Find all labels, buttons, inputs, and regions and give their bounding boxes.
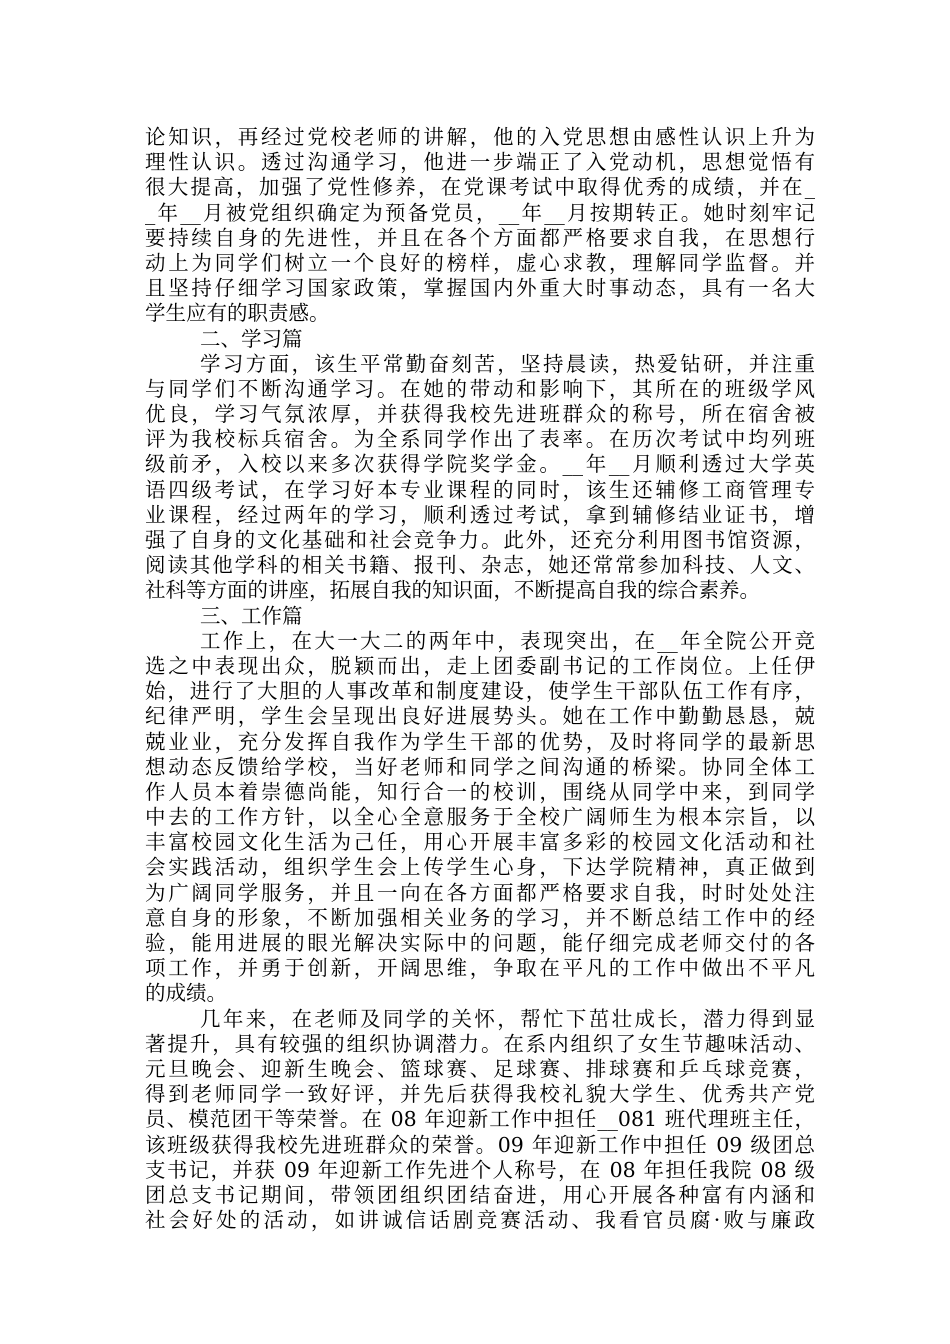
text-line: 与同学们不断沟通学习。在她的带动和影响下，其所在的班级学风 (145, 376, 815, 401)
text-line: 想动态反馈给学校，当好老师和同学之间沟通的桥梁。协同全体工 (145, 754, 815, 779)
text-line: 强了自身的文化基础和社会竞争力。此外，还充分利用图书馆资源， (145, 528, 815, 552)
text-line: 级前矛，入校以来多次获得学院奖学金。__年__月顺利透过大学英 (145, 452, 815, 477)
text-line: 元旦晚会、迎新生晚会、篮球赛、足球赛、排球赛和乒乓球竞赛， (145, 1056, 815, 1081)
text-line: 工作上，在大一大二的两年中，表现突出，在__年全院公开竞 (200, 628, 815, 653)
text-line: 几年来，在老师及同学的关怀，帮忙下茁壮成长，潜力得到显 (200, 1006, 815, 1031)
body-text (145, 125, 815, 1233)
text-line: 评为我校标兵宿舍。为全系同学作出了表率。在历次考试中均列班 (145, 427, 815, 452)
text-line: 很大提高，加强了党性修养，在党课考试中取得优秀的成绩，并在_ (145, 175, 815, 200)
text-line: 员、模范团干等荣誉。在 08 年迎新工作中担任__081 班代理班主任， (145, 1107, 815, 1132)
text-line: 该班级获得我校先进班群众的荣誉。09 年迎新工作中担任 09 级团总 (145, 1132, 815, 1157)
text-line: 意自身的形象，不断加强相关业务的学习，并不断总结工作中的经 (145, 905, 815, 930)
text-line: 要持续自身的先进性，并且在各个方面都严格要求自我，在思想行 (145, 225, 815, 250)
text-line: 选之中表现出众，脱颖而出，走上团委副书记的工作岗位。上任伊 (145, 653, 815, 678)
text-line: _年__月被党组织确定为预备党员，__年__月按期转正。她时刻牢记 (145, 200, 815, 225)
text-line: 语四级考试，在学习好本专业课程的同时，该生还辅修工商管理专 (145, 477, 815, 502)
text-line: 优良，学习气氛浓厚，并获得我校先进班群众的称号，所在宿舍被 (145, 402, 815, 427)
text-line: 为广阔同学服务，并且一向在各方面都严格要求自我，时时处处注 (145, 880, 815, 905)
text-line: 支书记，并获 09 年迎新工作先进个人称号，在 08 年担任我院 08 级 (145, 1157, 815, 1182)
text-line: 论知识，再经过党校老师的讲解，他的入党思想由感性认识上升为 (145, 125, 815, 149)
text-line: 的成绩。 (145, 981, 227, 1006)
text-line: 纪律严明，学生会呈现出良好进展势头。她在工作中勤勤恳恳，兢 (145, 704, 815, 729)
text-line: 作人员本着崇德尚能，知行合一的校训，围绕从同学中来，到同学 (145, 779, 815, 804)
text-line: 社科等方面的讲座，拓展自我的知识面，不断提高自我的综合素养。 (145, 578, 760, 603)
text-line: 验，能用进展的眼光解决实际中的问题，能仔细完成老师交付的各 (145, 931, 815, 955)
text-line: 丰富校园文化生活为己任，用心开展丰富多彩的校园文化活动和社 (145, 830, 815, 855)
text-line: 著提升，具有较强的组织协调潜力。在系内组织了女生节趣味活动、 (145, 1031, 815, 1056)
text-line: 兢业业，充分发挥自我作为学生干部的优势，及时将同学的最新思 (145, 729, 815, 754)
text-line: 得到老师同学一致好评，并先后获得我校礼貌大学生、优秀共产党 (145, 1082, 815, 1107)
text-line: 且坚持仔细学习国家政策，掌握国内外重大时事动态，具有一名大 (145, 276, 815, 301)
text-line: 项工作，并勇于创新，开阔思维，争取在平凡的工作中做出不平凡 (145, 956, 815, 981)
text-line: 学生应有的职责感。 (145, 301, 330, 326)
text-line: 阅读其他学科的相关书籍、报刊、杂志，她还常常参加科技、人文、 (145, 553, 815, 578)
text-line: 动上为同学们树立一个良好的榜样，虚心求教，理解同学监督。并 (145, 250, 815, 275)
text-line: 中去的工作方针，以全心全意服务于全校广阔师生为根本宗旨，以 (145, 805, 815, 830)
text-line: 三、工作篇 (200, 603, 303, 628)
text-line: 会实践活动，组织学生会上传学生心身，下达学院精神，真正做到 (145, 855, 815, 880)
text-line: 社会好处的活动，如讲诚信话剧竞赛活动、我看官员腐·败与廉政 (145, 1208, 815, 1233)
text-line: 理性认识。透过沟通学习，他进一步端正了入党动机，思想觉悟有 (145, 150, 815, 175)
text-line: 始，进行了大胆的人事改革和制度建设，使学生干部队伍工作有序， (145, 679, 815, 704)
text-line: 二、学习篇 (200, 326, 303, 351)
text-line: 学习方面，该生平常勤奋刻苦，坚持晨读，热爱钻研，并注重 (200, 351, 815, 376)
text-line: 业课程，经过两年的学习，顺利透过考试，拿到辅修结业证书，增 (145, 502, 815, 527)
text-line: 团总支书记期间，带领团组织团结奋进，用心开展各种富有内涵和 (145, 1182, 815, 1207)
